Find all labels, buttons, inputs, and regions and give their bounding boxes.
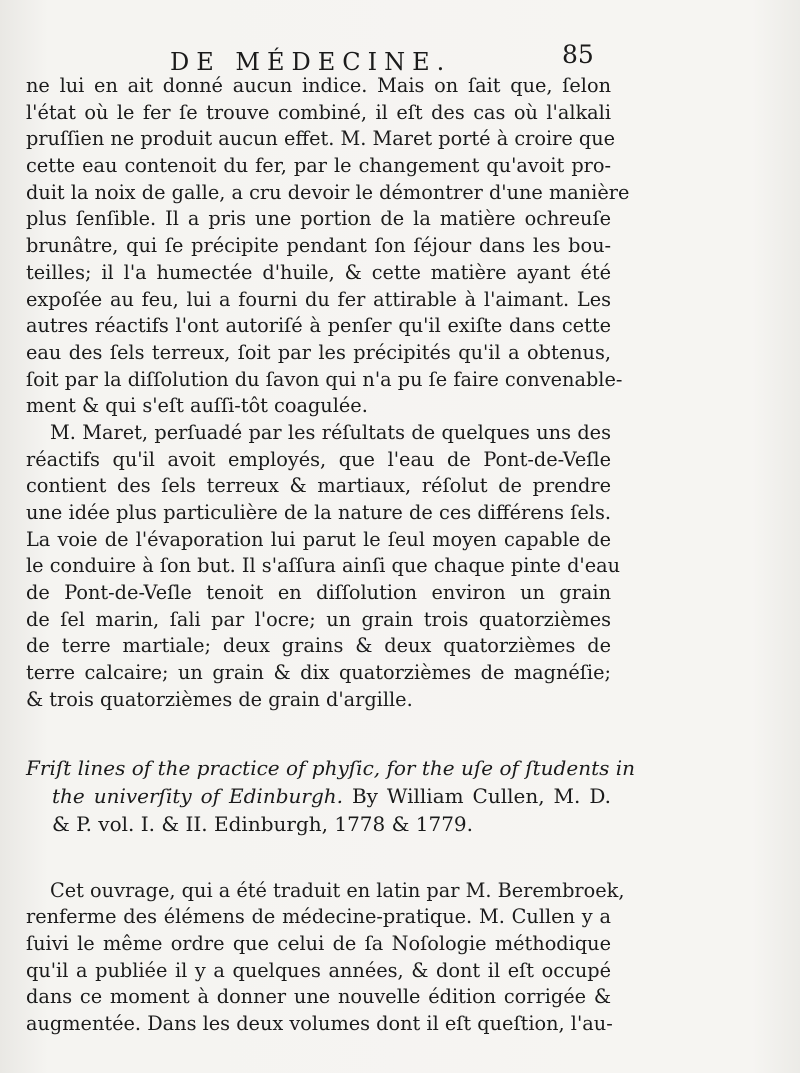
text-line: brunâtre, qui ſe précipite pendant ſon ſéjour dans les bou- [26, 234, 611, 258]
title-author: By William Cullen, M. D. [351, 783, 611, 808]
text-line: cette eau contenoit du fer, par le changement qu'avoit pro- [26, 154, 611, 178]
text-line: expoſée au feu, lui a fourni du fer attirable à l'aimant. Les [26, 287, 611, 311]
text-line: contient des ſels terreux & martiaux, réſolut de prendre [26, 474, 611, 498]
title-imprint: & P. vol. I. & II. Edinburgh, 1778 & 1779. [52, 811, 474, 836]
text-line: une idée plus particulière de la nature de ces différens ſels. [26, 501, 611, 524]
text-line: eau des ſels terreux, ſoit par les précipités qu'il a obtenus, [26, 340, 611, 364]
text-line: M. Maret, perſuadé par les réſultats de quelques uns des [50, 420, 611, 444]
text-line: Cet ouvrage, qui a été traduit en latin par M. Berembroek, [50, 878, 625, 902]
section-gap [26, 714, 611, 754]
title-university: the univerſity of Edinburgh. [52, 783, 343, 808]
paragraph-3 [26, 878, 625, 1038]
title-line: Friſt lines of the practice of phyſic, for the uſe of ſtudents in [26, 755, 636, 780]
review-title [26, 754, 636, 838]
section-gap [26, 838, 611, 878]
page-number: 85 [562, 40, 594, 69]
text-line: terre calcaire; un grain & dix quatorzièmes de magnéſie; [26, 661, 611, 685]
paragraph-1 [26, 73, 630, 420]
text-line: de terre martiale; deux grains & deux quatorzièmes de [26, 634, 611, 658]
text-line: qu'il a publiée il y a quelques années, & dont il eſt occupé [26, 958, 611, 982]
text-line: renferme des élémens de médecine-pratique. M. Cullen y a [26, 905, 611, 929]
text-line: pruſſien ne produit aucun effet. M. Maret porté à croire que [26, 127, 616, 151]
text-line: ne lui en ait donné aucun indice. Mais on ſait que, ſelon [26, 74, 611, 97]
text-line: autres réactifs l'ont autoriſé à penſer qu'il exiſte dans cette [26, 314, 611, 338]
title-line [26, 782, 611, 810]
text-line: teilles; il l'a humectée d'huile, & cette matière ayant été [26, 260, 611, 284]
text-line: de ſel marin, ſali par l'ocre; un grain trois quatorzièmes [26, 607, 611, 631]
text-line: duit la noix de galle, a cru devoir le démontrer d'une manière [26, 180, 630, 204]
text-line: & trois quatorzièmes de grain d'argille. [26, 687, 413, 711]
text-line: ſoit par la diſſolution du ſavon qui n'a pu ſe faire convenable- [26, 367, 623, 391]
text-line: le conduire à ſon but. Il s'aſſura ainſi que chaque pinte d'eau [26, 554, 621, 578]
text-line: La voie de l'évaporation lui parut le ſeul moyen capable de [26, 527, 611, 551]
text-line: de Pont-de-Veſle tenoit en diſſolution environ un grain [26, 581, 611, 605]
text-line: réactifs qu'il avoit employés, que l'eau de Pont-de-Veſle [26, 447, 611, 471]
text-line: l'état où le fer ſe trouve combiné, il eſt des cas où l'alkali [26, 100, 611, 124]
running-head: DE MÉDECINE. [170, 48, 452, 76]
text-line: plus ſenſible. Il a pris une portion de la matière ochreuſe [26, 207, 611, 231]
paragraph-2 [26, 420, 621, 714]
text-line: ſuivi le même ordre que celui de ſa Noſologie méthodique [26, 931, 611, 955]
text-line: augmentée. Dans les deux volumes dont il eſt queſtion, l'au- [26, 1011, 613, 1035]
text-line: dans ce moment à donner une nouvelle édition corrigée & [26, 985, 611, 1009]
page-body [26, 73, 636, 1038]
text-line: ment & qui s'eſt auſſi-tôt coagulée. [26, 394, 368, 418]
